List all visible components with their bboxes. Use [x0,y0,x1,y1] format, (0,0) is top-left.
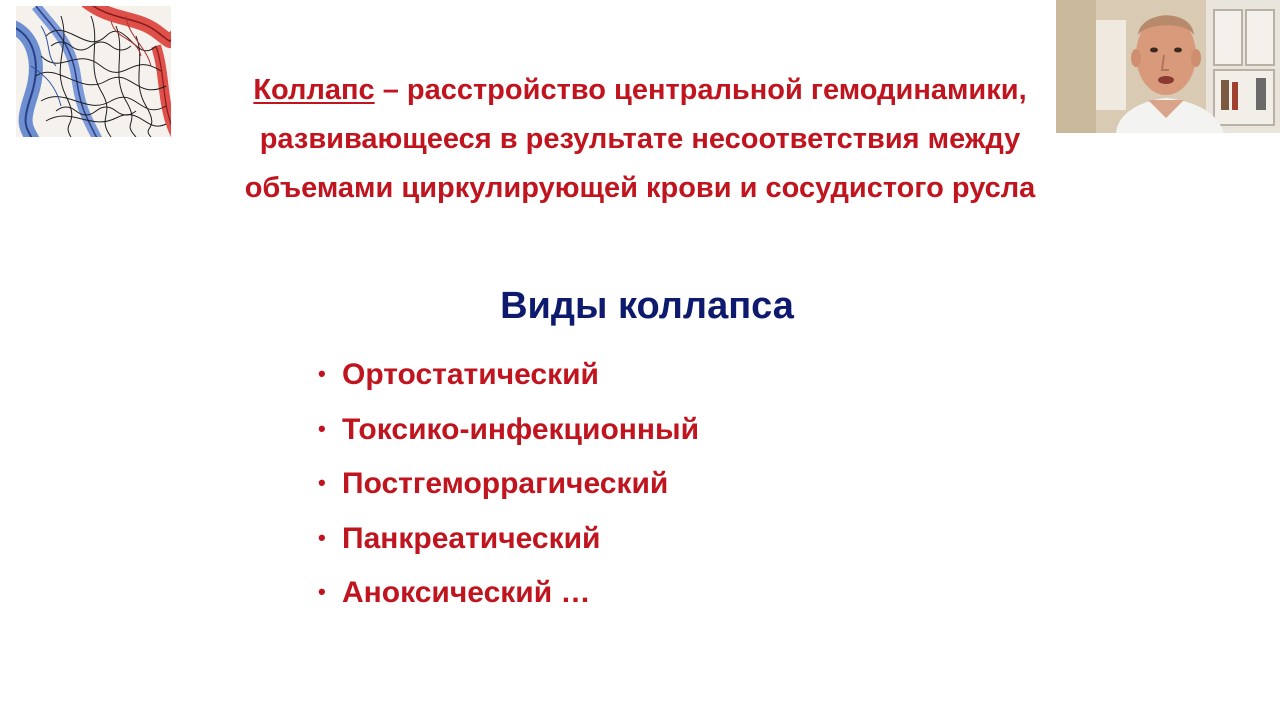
definition-line-3: объемами циркулирующей крови и сосудистого русла [244,172,1036,204]
bullet-icon: • [318,579,326,604]
bullet-icon: • [318,524,326,550]
bullet-icon: • [318,470,326,495]
definition-line-1 [200,66,1080,115]
bullet-icon: • [318,361,326,386]
capillary-network-illustration [16,6,171,137]
presenter-webcam [1056,0,1280,133]
definition-line-1-text: – расстройство центральной гемодинамики, [374,74,1027,106]
list-item [318,514,699,569]
list-item [318,568,699,623]
list-item [318,405,699,460]
collapse-types-list [318,350,699,623]
definition-line-2: развивающееся в результате несоответствия между [259,123,1021,155]
list-item [318,350,699,405]
list-item-label: Аноксический … [342,576,591,609]
list-item-label: Панкреатический [342,521,601,555]
list-item [318,459,699,514]
bullet-icon: • [318,415,326,441]
list-item-label: Токсико-инфекционный [342,412,700,446]
collapse-definition [200,66,1080,213]
list-item-label: Ортостатический [342,358,599,391]
list-item-label: Постгеморрагический [342,467,669,500]
collapse-types-heading: Виды коллапса [500,285,794,327]
definition-term: Коллапс [253,74,375,106]
